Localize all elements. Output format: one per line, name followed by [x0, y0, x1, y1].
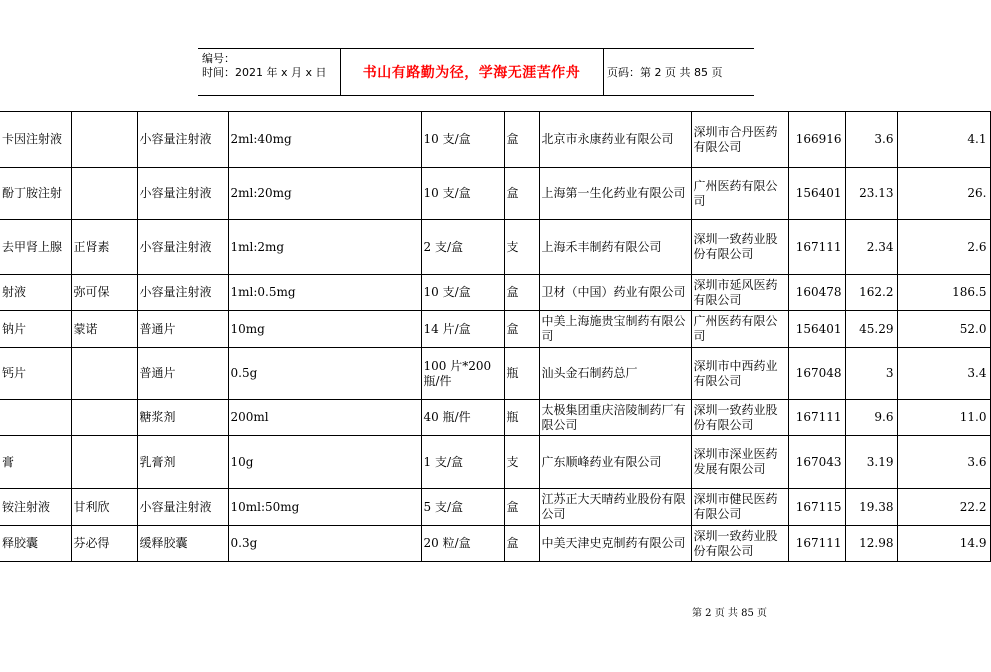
price-cell: 3 [845, 348, 897, 400]
packaging-cell: 2 支/盒 [421, 220, 504, 275]
packaging-cell: 20 粒/盒 [421, 526, 504, 562]
distributor-cell: 深圳市合丹医药有限公司 [691, 112, 788, 168]
manufacturer-cell: 卫材（中国）药业有限公司 [539, 275, 691, 311]
dosage-form-cell: 小容量注射液 [137, 168, 228, 220]
distributor-cell: 深圳市深业医药发展有限公司 [691, 436, 788, 489]
dosage-form-cell: 普通片 [137, 311, 228, 348]
manufacturer-cell: 汕头金石制药总厂 [539, 348, 691, 400]
code-cell: 160478 [788, 275, 845, 311]
distributor-cell: 深圳一致药业股份有限公司 [691, 526, 788, 562]
drug-name-cell: 钙片 [0, 348, 71, 400]
brand-name-cell [71, 400, 137, 436]
code-cell: 156401 [788, 311, 845, 348]
specification-cell: 0.3g [228, 526, 421, 562]
table-row [0, 400, 990, 436]
brand-name-cell: 正肾素 [71, 220, 137, 275]
drug-name-cell: 去甲肾上腺 [0, 220, 71, 275]
table-row [0, 168, 990, 220]
table-row [0, 436, 990, 489]
unit-cell: 盒 [504, 275, 539, 311]
retail-price-cell: 186.5 [897, 275, 990, 311]
dosage-form-cell: 乳膏剂 [137, 436, 228, 489]
manufacturer-cell: 江苏正大天晴药业股份有限公司 [539, 489, 691, 526]
specification-cell: 1ml:0.5mg [228, 275, 421, 311]
manufacturer-cell: 中美上海施贵宝制药有限公司 [539, 311, 691, 348]
specification-cell: 200ml [228, 400, 421, 436]
drug-name-cell: 射液 [0, 275, 71, 311]
page-footer: 第 2 页 共 85 页 [692, 608, 767, 619]
brand-name-cell: 蒙诺 [71, 311, 137, 348]
retail-price-cell: 22.2 [897, 489, 990, 526]
dosage-form-cell: 糖浆剂 [137, 400, 228, 436]
table-row [0, 348, 990, 400]
price-cell: 162.2 [845, 275, 897, 311]
retail-price-cell: 11.0 [897, 400, 990, 436]
price-cell: 45.29 [845, 311, 897, 348]
price-cell: 12.98 [845, 526, 897, 562]
header-divider [603, 48, 604, 96]
drug-name-cell: 铵注射液 [0, 489, 71, 526]
manufacturer-cell: 太极集团重庆涪陵制药厂有限公司 [539, 400, 691, 436]
unit-cell: 盒 [504, 311, 539, 348]
drug-name-cell: 酚丁胺注射 [0, 168, 71, 220]
retail-price-cell: 3.4 [897, 348, 990, 400]
unit-cell: 支 [504, 220, 539, 275]
retail-price-cell: 3.6 [897, 436, 990, 489]
packaging-cell: 40 瓶/件 [421, 400, 504, 436]
brand-name-cell [71, 168, 137, 220]
dosage-form-cell: 小容量注射液 [137, 275, 228, 311]
unit-cell: 支 [504, 436, 539, 489]
distributor-cell: 深圳一致药业股份有限公司 [691, 220, 788, 275]
packaging-cell: 10 支/盒 [421, 168, 504, 220]
drug-name-cell: 膏 [0, 436, 71, 489]
retail-price-cell: 2.6 [897, 220, 990, 275]
code-cell: 166916 [788, 112, 845, 168]
packaging-cell: 10 支/盒 [421, 275, 504, 311]
page-header [198, 48, 754, 96]
specification-cell: 2ml:20mg [228, 168, 421, 220]
specification-cell: 10mg [228, 311, 421, 348]
brand-name-cell: 弥可保 [71, 275, 137, 311]
drug-name-cell: 钠片 [0, 311, 71, 348]
retail-price-cell: 4.1 [897, 112, 990, 168]
retail-price-cell: 52.0 [897, 311, 990, 348]
header-page-number: 页码：第 2 页 共 85 页 [607, 66, 723, 79]
distributor-cell: 深圳市中西药业有限公司 [691, 348, 788, 400]
distributor-cell: 深圳市健民医药有限公司 [691, 489, 788, 526]
table-row [0, 275, 990, 311]
code-cell: 167115 [788, 489, 845, 526]
packaging-cell: 5 支/盒 [421, 489, 504, 526]
manufacturer-cell: 北京市永康药业有限公司 [539, 112, 691, 168]
drug-table [0, 111, 991, 562]
brand-name-cell: 芬必得 [71, 526, 137, 562]
unit-cell: 盒 [504, 489, 539, 526]
drug-table-viewport [0, 111, 987, 567]
drug-name-cell: 卡因注射液 [0, 112, 71, 168]
specification-cell: 2ml:40mg [228, 112, 421, 168]
specification-cell: 0.5g [228, 348, 421, 400]
price-cell: 9.6 [845, 400, 897, 436]
table-row [0, 220, 990, 275]
price-cell: 19.38 [845, 489, 897, 526]
table-row [0, 526, 990, 562]
distributor-cell: 广州医药有限公司 [691, 311, 788, 348]
dosage-form-cell: 小容量注射液 [137, 112, 228, 168]
specification-cell: 10ml:50mg [228, 489, 421, 526]
specification-cell: 10g [228, 436, 421, 489]
time-label: 时间：2021 年 x 月 x 日 [202, 66, 327, 79]
drug-name-cell [0, 400, 71, 436]
table-row [0, 489, 990, 526]
brand-name-cell [71, 436, 137, 489]
manufacturer-cell: 上海第一生化药业有限公司 [539, 168, 691, 220]
dosage-form-cell: 普通片 [137, 348, 228, 400]
code-cell: 167111 [788, 400, 845, 436]
code-cell: 156401 [788, 168, 845, 220]
specification-cell: 1ml:2mg [228, 220, 421, 275]
manufacturer-cell: 广东顺峰药业有限公司 [539, 436, 691, 489]
brand-name-cell [71, 348, 137, 400]
distributor-cell: 深圳市延风医药有限公司 [691, 275, 788, 311]
manufacturer-cell: 上海禾丰制药有限公司 [539, 220, 691, 275]
brand-name-cell [71, 112, 137, 168]
price-cell: 3.6 [845, 112, 897, 168]
code-cell: 167111 [788, 220, 845, 275]
dosage-form-cell: 小容量注射液 [137, 220, 228, 275]
packaging-cell: 1 支/盒 [421, 436, 504, 489]
table-row [0, 112, 990, 168]
dosage-form-cell: 小容量注射液 [137, 489, 228, 526]
retail-price-cell: 14.9 [897, 526, 990, 562]
price-cell: 23.13 [845, 168, 897, 220]
price-cell: 2.34 [845, 220, 897, 275]
number-label: 编号： [202, 52, 235, 65]
code-cell: 167111 [788, 526, 845, 562]
unit-cell: 盒 [504, 526, 539, 562]
distributor-cell: 深圳一致药业股份有限公司 [691, 400, 788, 436]
code-cell: 167048 [788, 348, 845, 400]
header-motto: 书山有路勤为径，学海无涯苦作舟 [362, 65, 581, 81]
unit-cell: 瓶 [504, 400, 539, 436]
code-cell: 167043 [788, 436, 845, 489]
price-cell: 3.19 [845, 436, 897, 489]
brand-name-cell: 甘利欣 [71, 489, 137, 526]
unit-cell: 盒 [504, 168, 539, 220]
packaging-cell: 14 片/盒 [421, 311, 504, 348]
unit-cell: 瓶 [504, 348, 539, 400]
distributor-cell: 广州医药有限公司 [691, 168, 788, 220]
manufacturer-cell: 中美天津史克制药有限公司 [539, 526, 691, 562]
table-row [0, 311, 990, 348]
packaging-cell: 10 支/盒 [421, 112, 504, 168]
header-meta [202, 52, 327, 80]
packaging-cell: 100 片*200 瓶/件 [421, 348, 504, 400]
dosage-form-cell: 缓释胶囊 [137, 526, 228, 562]
drug-table-body [0, 112, 990, 562]
unit-cell: 盒 [504, 112, 539, 168]
retail-price-cell: 26. [897, 168, 990, 220]
drug-name-cell: 释胶囊 [0, 526, 71, 562]
